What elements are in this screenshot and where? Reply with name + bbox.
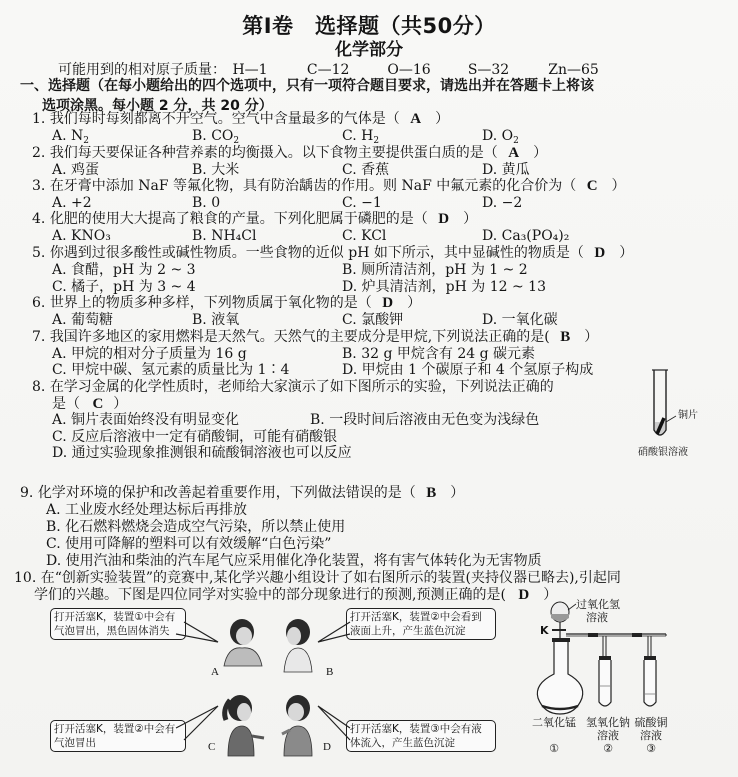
question-number: 10. — [14, 570, 37, 586]
student-icon — [278, 618, 318, 674]
answer: D — [518, 587, 530, 603]
question-number: 4. — [32, 211, 46, 227]
vessel-number: ③ — [646, 742, 656, 755]
q3-option-c: C. −1 — [342, 195, 382, 211]
speech-bubble-b: 打开活塞K，装置②中会看到液面上升，产生蓝色沉淀 — [346, 608, 496, 640]
question-stem: 世界上的物质多种多样，下列物质属于氧化物的是（ — [49, 295, 372, 311]
question-number: 6. — [32, 295, 46, 311]
q5-option-a: A. 食醋，pH 为 2 ~ 3 — [52, 262, 196, 278]
valve-k-label: K — [540, 624, 549, 637]
speech-bubble-d: 打开活塞K，装置③中会有液体流入，产生蓝色沉淀 — [346, 720, 496, 752]
q5-option-c: C. 橘子，pH 为 3 ~ 4 — [52, 279, 196, 295]
q9-option-a: A. 工业废水经处理达标后再排放 — [46, 502, 248, 518]
section-heading-line2: 选项涂黑。每小题 2 分，共 20 分） — [42, 98, 273, 114]
question-number: 2. — [32, 145, 46, 161]
apparatus-figure — [520, 598, 738, 777]
student-b-figure — [278, 618, 318, 678]
page-title: 第Ⅰ卷 选择题（共50分） — [242, 14, 496, 38]
copper-label: 铜片 — [678, 410, 698, 421]
q6-option-b: B. 液氧 — [192, 312, 240, 328]
mass-item: O—16 — [387, 62, 431, 78]
answer: A — [508, 145, 520, 161]
close-paren: ） — [619, 245, 634, 261]
q7-option-b: B. 32 g 甲烷含有 24 g 碳元素 — [342, 346, 536, 362]
answer: A — [410, 111, 422, 127]
question-number: 3. — [32, 178, 46, 194]
q2-option-a: A. 鸡蛋 — [52, 162, 100, 178]
vessel-number: ② — [603, 742, 613, 755]
q8-option-a: A. 铜片表面始终没有明显变化 — [52, 412, 240, 428]
q1-option-b: B. $CO_2$ — [192, 128, 240, 146]
q5-option-d: D. 炉具清洁剂，pH 为 12 ~ 13 — [342, 279, 546, 295]
question-5 — [32, 245, 633, 261]
q6-option-a: A. 葡萄糖 — [52, 312, 114, 328]
student-a-label: A — [211, 666, 219, 678]
student-icon — [278, 694, 318, 758]
answer: B — [426, 485, 437, 501]
q1-option-a: A. $N_2$ — [52, 128, 89, 146]
vessel-2-label — [582, 716, 634, 755]
apparatus-icon — [520, 598, 738, 718]
q2-option-d: D. 黄瓜 — [482, 162, 530, 178]
q6-option-c: C. 氯酸钾 — [342, 312, 404, 328]
student-icon — [218, 694, 268, 758]
close-paren: ） — [463, 211, 478, 227]
vessel-name: 溶液 — [640, 729, 662, 742]
question-stem: 在牙膏中添加 NaF 等氟化物，具有防治龋齿的作用。则 NaF 中氟元素的化合价为（ — [49, 178, 577, 194]
student-d-label: D — [323, 741, 331, 753]
question-2 — [32, 145, 547, 161]
question-6 — [32, 295, 421, 311]
speech-bubble-c: 打开活塞K，装置②中会有气泡冒出 — [50, 720, 186, 752]
q9-option-d: D. 使用汽油和柴油的汽车尾气应采用催化净化装置，将有害气体转化为无害物质 — [46, 553, 542, 569]
question-number: 1. — [32, 111, 46, 127]
question-8 — [32, 379, 554, 395]
question-9 — [20, 485, 464, 501]
vessel-number: ① — [549, 742, 559, 755]
q3-option-d: D. −2 — [482, 195, 523, 211]
page-subtitle: 化学部分 — [335, 40, 403, 60]
answer: D — [594, 245, 606, 261]
question-number: 5. — [32, 245, 46, 261]
q9-option-c: C. 使用可降解的塑料可以有效缓解“白色污染” — [46, 536, 332, 552]
q4-option-a: A. KNO₃ — [52, 228, 111, 244]
question-10 — [14, 570, 621, 586]
q6-option-d: D. 一氧化碳 — [482, 312, 558, 328]
mass-item: C—12 — [306, 62, 350, 78]
answer: C — [92, 396, 104, 412]
question-8-line2 — [52, 396, 127, 412]
q8-option-c: C. 反应后溶液中一定有硝酸铜，可能有硝酸银 — [52, 429, 338, 445]
vessel-1-label — [528, 716, 580, 755]
question-number: 7. — [32, 329, 46, 345]
question-stem: 我国许多地区的家用燃料是天然气。天然气的主要成分是甲烷,下列说法正确的是( — [49, 329, 550, 345]
vessel-name: 氢氧化钠 — [586, 716, 630, 729]
student-a-figure — [218, 618, 268, 672]
question-stem: 化学对环境的保护和改善起着重要作用，下列做法错误的是（ — [37, 485, 416, 501]
vessel-name: 二氧化锰 — [532, 716, 576, 729]
q9-option-b: B. 化石燃料燃烧会造成空气污染，所以禁止使用 — [46, 519, 346, 535]
vessel-3-label — [628, 716, 674, 755]
q5-option-b: B. 厕所清洁剂，pH 为 1 ~ 2 — [342, 262, 528, 278]
question-stem: 学们的兴趣。下图是四位同学对实验中的部分现象进行的预测,预测正确的是( — [34, 587, 506, 603]
question-stem: 在学习金属的化学性质时，老师给大家演示了如下图所示的实验，下列说法正确的 — [49, 379, 554, 395]
mass-item: S—32 — [467, 62, 510, 78]
q1-option-d: D. $O_2$ — [482, 128, 519, 146]
q4-option-c: C. KCl — [342, 228, 387, 244]
q3-option-b: B. 0 — [192, 195, 221, 211]
question-stem: 是（ — [52, 396, 80, 412]
question-stem: 在“创新实验装置”的竞赛中,某化学兴趣小组设计了如右图所示的装置(夹持仪器已略去),引起同 — [40, 570, 621, 586]
funnel-label-1: 过氧化氢 — [576, 598, 620, 611]
close-paren: ） — [407, 295, 422, 311]
speech-bubble-a: 打开活塞K，装置①中会有气泡冒出，黑色固体消失 — [50, 608, 186, 640]
question-number: 9. — [20, 485, 34, 501]
question-stem: 你遇到过很多酸性或碱性物质。一些食物的近似 pH 如下所示，其中显碱性的物质是（ — [49, 245, 584, 261]
student-d-figure — [278, 694, 318, 762]
close-paren: ） — [611, 178, 626, 194]
q7-option-a: A. 甲烷的相对分子质量为 16 g — [52, 346, 247, 362]
q8-option-b: B. 一段时间后溶液由无色变为浅绿色 — [310, 412, 540, 428]
test-tube-figure — [630, 366, 720, 466]
question-number: 8. — [32, 379, 46, 395]
q7-option-c: C. 甲烷中碳、氢元素的质量比为 1∶4 — [52, 362, 290, 378]
question-stem: 化肥的使用大大提高了粮食的产量。下列化肥属于磷肥的是（ — [49, 211, 428, 227]
q3-option-a: A. +2 — [52, 195, 92, 211]
vessel-name: 硫酸铜 — [634, 716, 668, 729]
section-heading-line1: 一、选择题（在每小题给出的四个选项中，只有一项符合题目要求，请选出并在答题卡上将该 — [20, 78, 594, 94]
close-paren: ） — [450, 485, 465, 501]
mass-item: Zn—65 — [548, 62, 599, 78]
close-paren: ） — [584, 329, 599, 345]
q2-option-b: B. 大米 — [192, 162, 240, 178]
close-paren: ） — [113, 396, 128, 412]
student-b-label: B — [326, 666, 334, 678]
vessel-name: 溶液 — [597, 729, 619, 742]
question-4 — [32, 211, 477, 227]
q8-option-d: D. 通过实验现象推测银和硫酸铜溶液也可以反应 — [52, 445, 352, 461]
q4-option-b: B. NH₄Cl — [192, 228, 257, 244]
question-stem: 我们每时每刻都离不开空气。空气中含量最多的气体是（ — [49, 111, 400, 127]
close-paren: ） — [533, 145, 548, 161]
student-icon — [218, 618, 268, 668]
close-paren: ） — [435, 111, 450, 127]
question-stem: 我们每天要保证各种营养素的均衡摄入。以下食物主要提供蛋白质的是（ — [49, 145, 498, 161]
q7-option-d: D. 甲烷由 1 个碳原子和 4 个氢原子构成 — [342, 362, 594, 378]
silver-nitrate-label: 硝酸银溶液 — [638, 447, 688, 458]
student-c-label: C — [208, 741, 216, 753]
funnel-label-2: 溶液 — [586, 611, 608, 624]
vessel-name — [528, 729, 580, 742]
answer: D — [382, 295, 394, 311]
question-1 — [32, 111, 449, 127]
answer: C — [586, 178, 598, 194]
atomic-masses-label: 可能用到的相对原子质量： — [58, 62, 226, 78]
q1-option-c: C. $H_2$ — [342, 128, 380, 146]
question-7 — [32, 329, 598, 345]
section-heading — [20, 76, 720, 116]
student-c-figure — [218, 694, 268, 762]
q4-option-d: D. Ca₃(PO₄)₂ — [482, 228, 570, 244]
question-3 — [32, 178, 626, 194]
answer: D — [438, 211, 450, 227]
answer: B — [560, 329, 571, 345]
close-paren: ） — [543, 587, 558, 603]
q2-option-c: C. 香蕉 — [342, 162, 390, 178]
mass-item: H—1 — [232, 62, 268, 78]
test-tube-icon — [630, 366, 720, 446]
